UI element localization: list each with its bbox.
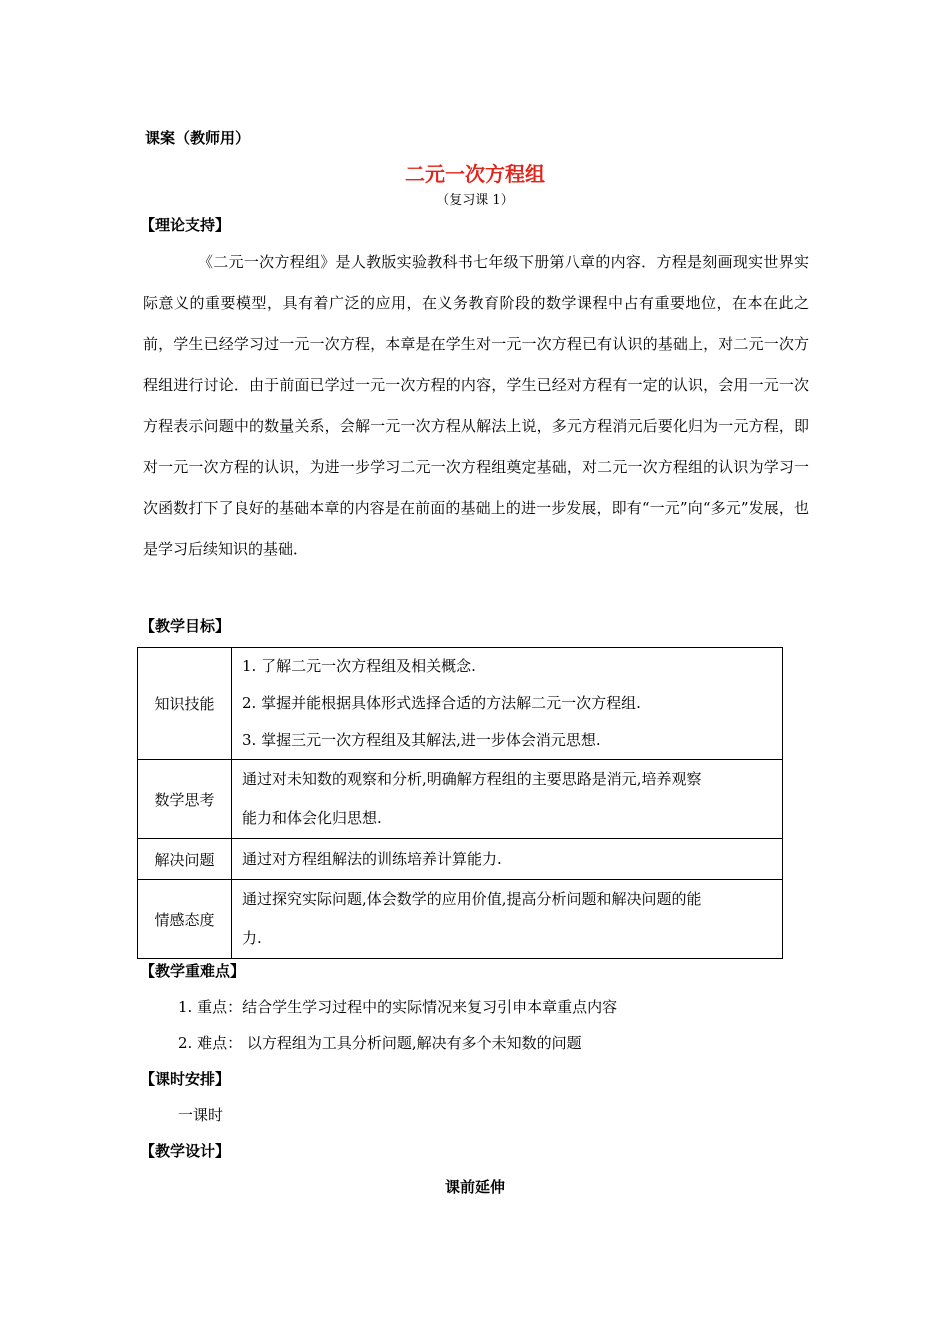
table-row	[138, 880, 783, 959]
goal-content-attitude	[232, 880, 783, 959]
goal-line: 力.	[242, 929, 262, 947]
table-row	[138, 760, 783, 839]
key-point-item: 1. 重点：结合学生学习过程中的实际情况来复习引申本章重点内容	[178, 998, 618, 1016]
goal-line: 1. 了解二元一次方程组及相关概念.	[242, 657, 476, 675]
goal-line: 能力和体会化归思想.	[242, 809, 382, 827]
goal-label-knowledge: 知识技能	[138, 648, 232, 760]
key-point-item: 2. 难点： 以方程组为工具分析问题,解决有多个未知数的问题	[178, 1034, 582, 1052]
goal-content-knowledge	[232, 648, 783, 760]
goal-line: 3. 掌握三元一次方程组及其解法,进一步体会消元思想.	[242, 731, 601, 749]
goals-table	[137, 647, 783, 959]
goal-content-thinking	[232, 760, 783, 839]
goal-label-thinking: 数学思考	[138, 760, 232, 839]
goal-label-attitude: 情感态度	[138, 880, 232, 959]
goal-content-problem-solving	[232, 839, 783, 880]
table-row	[138, 839, 783, 880]
section-heading-goals: 【教学目标】	[140, 617, 231, 635]
schedule-text: 一课时	[178, 1106, 224, 1124]
table-row	[138, 648, 783, 760]
goal-line: 2. 掌握并能根据具体形式选择合适的方法解二元一次方程组.	[242, 694, 641, 712]
document-subtitle: （复习课 1）	[436, 193, 514, 208]
goal-line: 通过对未知数的观察和分析,明确解方程组的主要思路是消元,培养观察	[242, 770, 702, 788]
goal-line: 通过探究实际问题,体会数学的应用价值,提高分析问题和解决问题的能	[242, 890, 702, 908]
theory-paragraph: 《二元一次方程组》是人教版实验教科书七年级下册第八章的内容．方程是刻画现实世界实际意义的重要模型，具有着广泛的应用，在义务教育阶段的数学课程中占有重要地位，在本在此之前，学生已经学习过一元一次方程，本章是在学生对一元一次方程已有认识的基础上，对二元一次方程组进行讨论．由于前面已学过一元一次方程的内容，学生已经对方程有一定的认识，会用一元一次方程表示问题中的数量关系，会解一元一次方程从解法上说，多元方程消元后要化归为一元方程，即对一元一次方程的认识，为进一步学习二元一次方程组奠定基础，对二元一次方程组的认识为学习一次函数打下了良好的基础本章的内容是在前面的基础上的进一步发展，即有“一元”向“多元”发展，也是学习后续知识的基础．	[143, 253, 809, 558]
section-heading-schedule: 【课时安排】	[140, 1070, 231, 1088]
section-heading-design: 【教学设计】	[140, 1142, 231, 1160]
design-subheading: 课前延伸	[444, 1178, 505, 1196]
header-label: 课案（教师用）	[145, 129, 251, 147]
section-heading-key-points: 【教学重难点】	[140, 962, 246, 980]
goal-line: 通过对方程组解法的训练培养计算能力.	[242, 850, 502, 868]
document-title: 二元一次方程组	[405, 162, 545, 186]
section-heading-theory: 【理论支持】	[140, 216, 231, 234]
goal-label-problem-solving: 解决问题	[138, 839, 232, 880]
